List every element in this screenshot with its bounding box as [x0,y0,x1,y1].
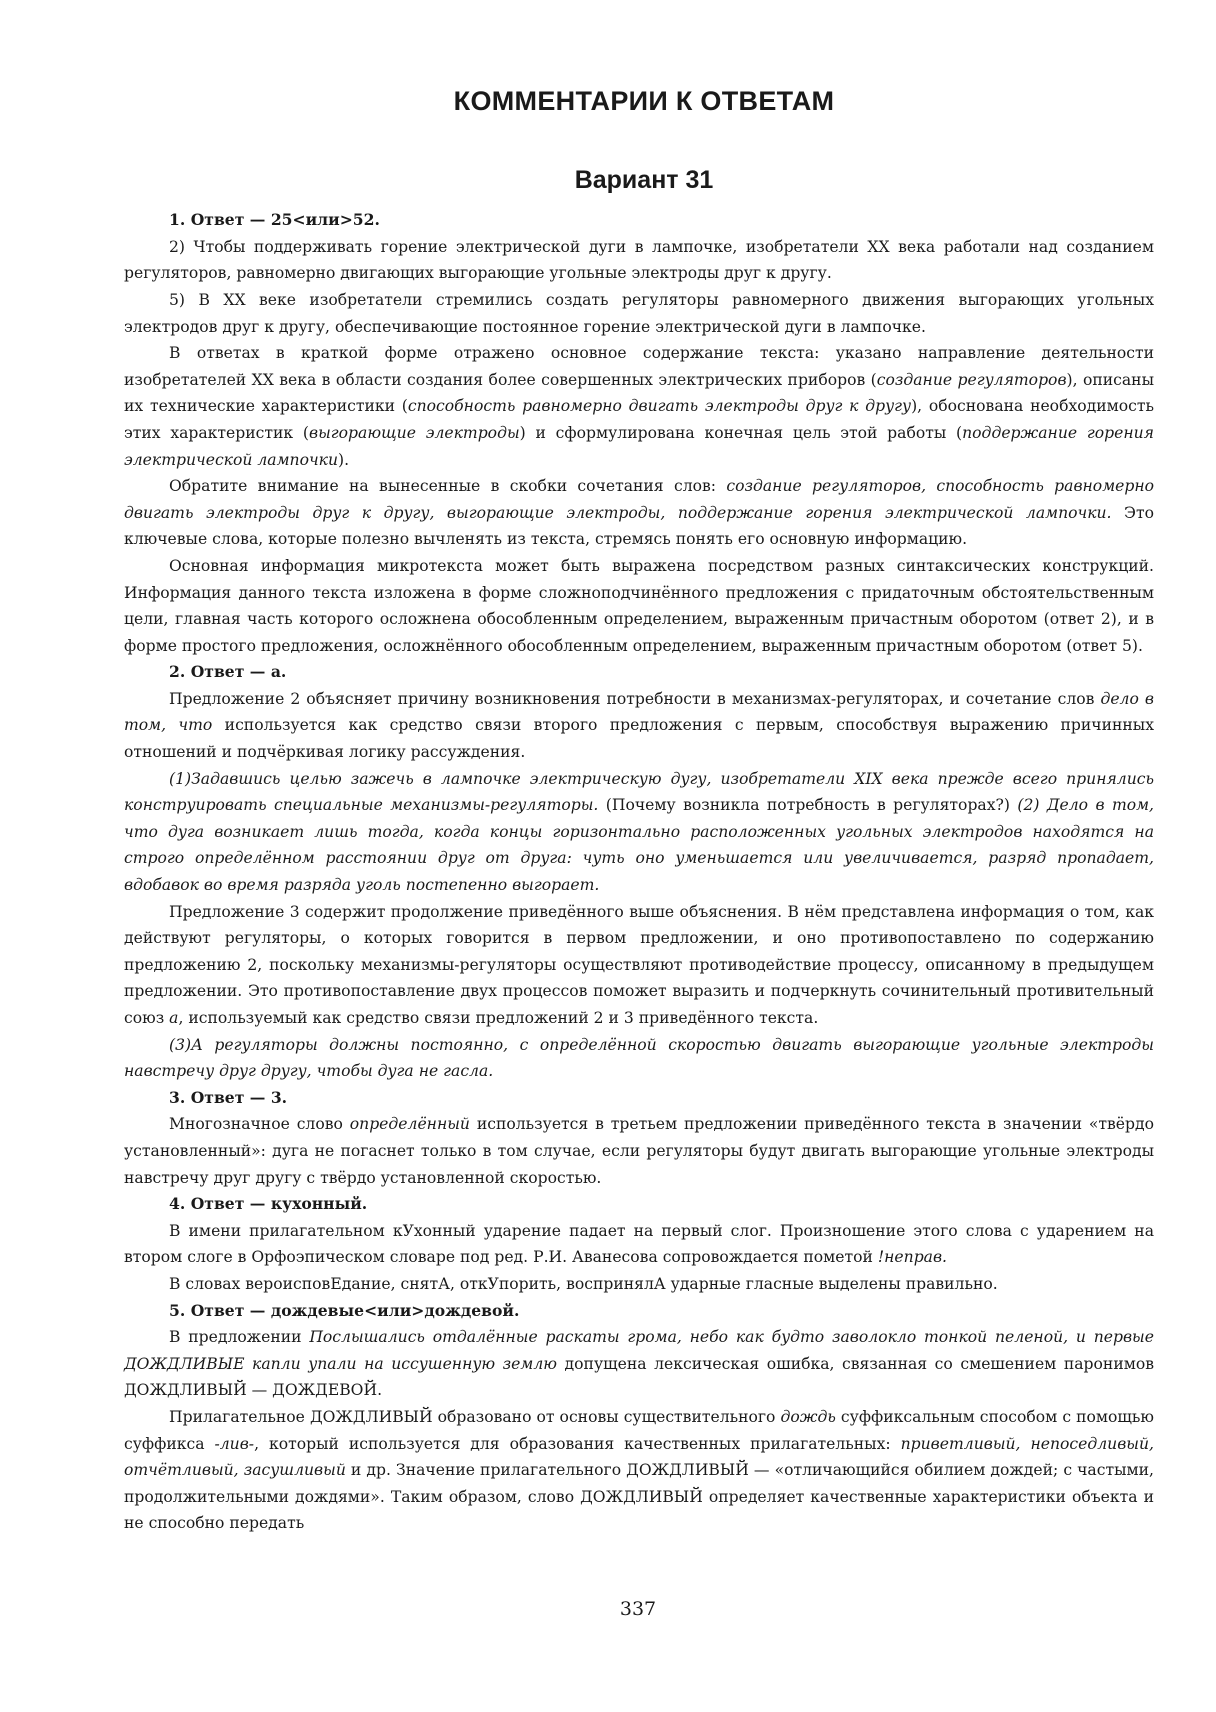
answer-2-section [124,659,1154,1085]
answer-5-section [124,1298,1154,1537]
answer-3-commentary: Многозначное слово определённый используется в третьем предложении приведённого текста в значении «твёрдо установленный»: дуга не погаснет только в том случае, если регуляторы будут двигать выгорающие угольные электроды навстречу друг другу с твёрдо установленной скоростью. [124,1115,1154,1187]
answer-3-heading: 3. Ответ — 3. [169,1087,288,1107]
answer-3-section [124,1085,1154,1191]
page-number: 337 [619,1598,657,1620]
answer-4-section [124,1191,1154,1297]
page-title: КОММЕНТАРИИ К ОТВЕТАМ [453,86,835,116]
answer-2-explanation: Предложение 3 содержит продолжение приведённого выше объяснения. В нём представлена информация о том, как действуют регуляторы, о которых говорится в первом предложении, и оно противопоставлено по содержанию предложению 2, поскольку механизмы-регуляторы осуществляют противодействие процессу, описанному в предыдущем предложении. Это противопоставление двух процессов поможет выразить и подчеркнуть сочинительный противительный союз а, используемый как средство связи предложений 2 и 3 приведённого текста. [124,902,1154,1027]
answer-2-heading: 2. Ответ — а. [169,662,287,682]
answer-1-option-2: 2) Чтобы поддерживать горение электрической дуги в лампочке, изобретатели XX века работали над созданием регуляторов, равномерно двигающих выгорающие угольные электроды друг к другу. [124,237,1154,283]
answer-1-section [124,207,1154,659]
answer-4-correct-words: В словах вероисповЕдание, снятА, откУпорить, воспринялА ударные гласные выделены правильно. [169,1274,998,1293]
variant-heading: Вариант 31 [574,165,714,194]
answer-1-syntax-note: Основная информация микротекста может быть выражена посредством разных синтаксических конструкций. Информация данного текста изложена в форме сложноподчинённого предложения с придаточным обстоятельственным цели, главная часть которого осложнена обособленным определением, выраженным причастным оборотом (ответ 2), и в форме простого предложения, осложнённого обособленным определением, выраженным причастным оборотом (ответ 5). [124,556,1154,655]
answer-4-heading: 4. Ответ — кухонный. [169,1194,368,1214]
answer-5-heading: 5. Ответ — дождевые<или>дождевой. [169,1300,520,1320]
answer-2-commentary: Предложение 2 объясняет причину возникновения потребности в механизмах-регуляторах, и сочетание слов дело в том, что используется как средство связи второго предложения с первым, способствуя выражению причинных отношений и подчёркивая логику рассуждения. [124,689,1154,762]
answer-2-quote-3: (3)А регуляторы должны постоянно, с определённой скоростью двигать выгорающие угольные электроды навстречу друг другу, чтобы дуга не гасла. [124,1035,1154,1081]
answer-4-commentary: В имени прилагательном кУхонный ударение падает на первый слог. Произношение этого слова с ударением на втором слоге в Орфоэпическом словаре под ред. Р.И. Аванесова сопровождается пометой !неправ. [124,1221,1154,1267]
answer-5-explanation: Прилагательное ДОЖДЛИВЫЙ образовано от основы существительного дождь суффиксальным способом с помощью суффикса -лив-, который используется для образования качественных прилагательных: приветливый, непоседливый, отчётливый, засушливый и др. Значение прилагательного ДОЖДЛИВЫЙ — «отличающийся обилием дождей; с частыми, продолжительными дождями». Таким образом, слово ДОЖДЛИВЫЙ определяет качественные характеристики объекта и не способно передать [124,1407,1155,1533]
answer-1-keywords: Обратите внимание на вынесенные в скобки сочетания слов: создание регуляторов, способность равномерно двигать электроды друг к другу, выгорающие электроды, поддержание горения электрической лампочки. Это ключевые слова, которые полезно вычленять из текста, стремясь понять его основную информацию. [124,477,1155,549]
answer-5-commentary: В предложении Послышались отдалённые раскаты грома, небо как будто заволокло тонкой пеленой, и первые ДОЖДЛИВЫЕ капли упали на иссушенную землю допущена лексическая ошибка, связанная со смешением паронимов ДОЖДЛИВЫЙ — ДОЖДЕВОЙ. [124,1328,1155,1400]
answer-2-quote: (1)Задавшись целью зажечь в лампочке электрическую дугу, изобретатели XIX века прежде всего принялись конструировать специальные механизмы-регуляторы. (Почему возникла потребность в регуляторах?) (2) Дело в том, что дуга возникает лишь тогда, когда концы горизонтально расположенных угольных электродов находятся на строго определённом расстоянии друг от друга: чуть оно уменьшается или увеличивается, разряд пропадает, вдобавок во время разряда уголь постепенно выгорает. [124,769,1154,895]
answer-1-commentary: В ответах в краткой форме отражено основное содержание текста: указано направление деятельности изобретателей XX века в области создания более совершенных электрических приборов (создание регуляторов), описаны их технические характеристики (способность равномерно двигать электроды друг к другу), обоснована необходимость этих характеристик (выгорающие электроды) и сформулирована конечная цель этой работы (поддержание горения электрической лампочки). [124,344,1155,469]
answer-1-option-5: 5) В XX веке изобретатели стремились создать регуляторы равномерного движения выгорающих угольных электродов друг к другу, обеспечивающие постоянное горение электрической дуги в лампочке. [124,290,1154,336]
answer-1-heading: 1. Ответ — 25<или>52. [169,210,380,230]
